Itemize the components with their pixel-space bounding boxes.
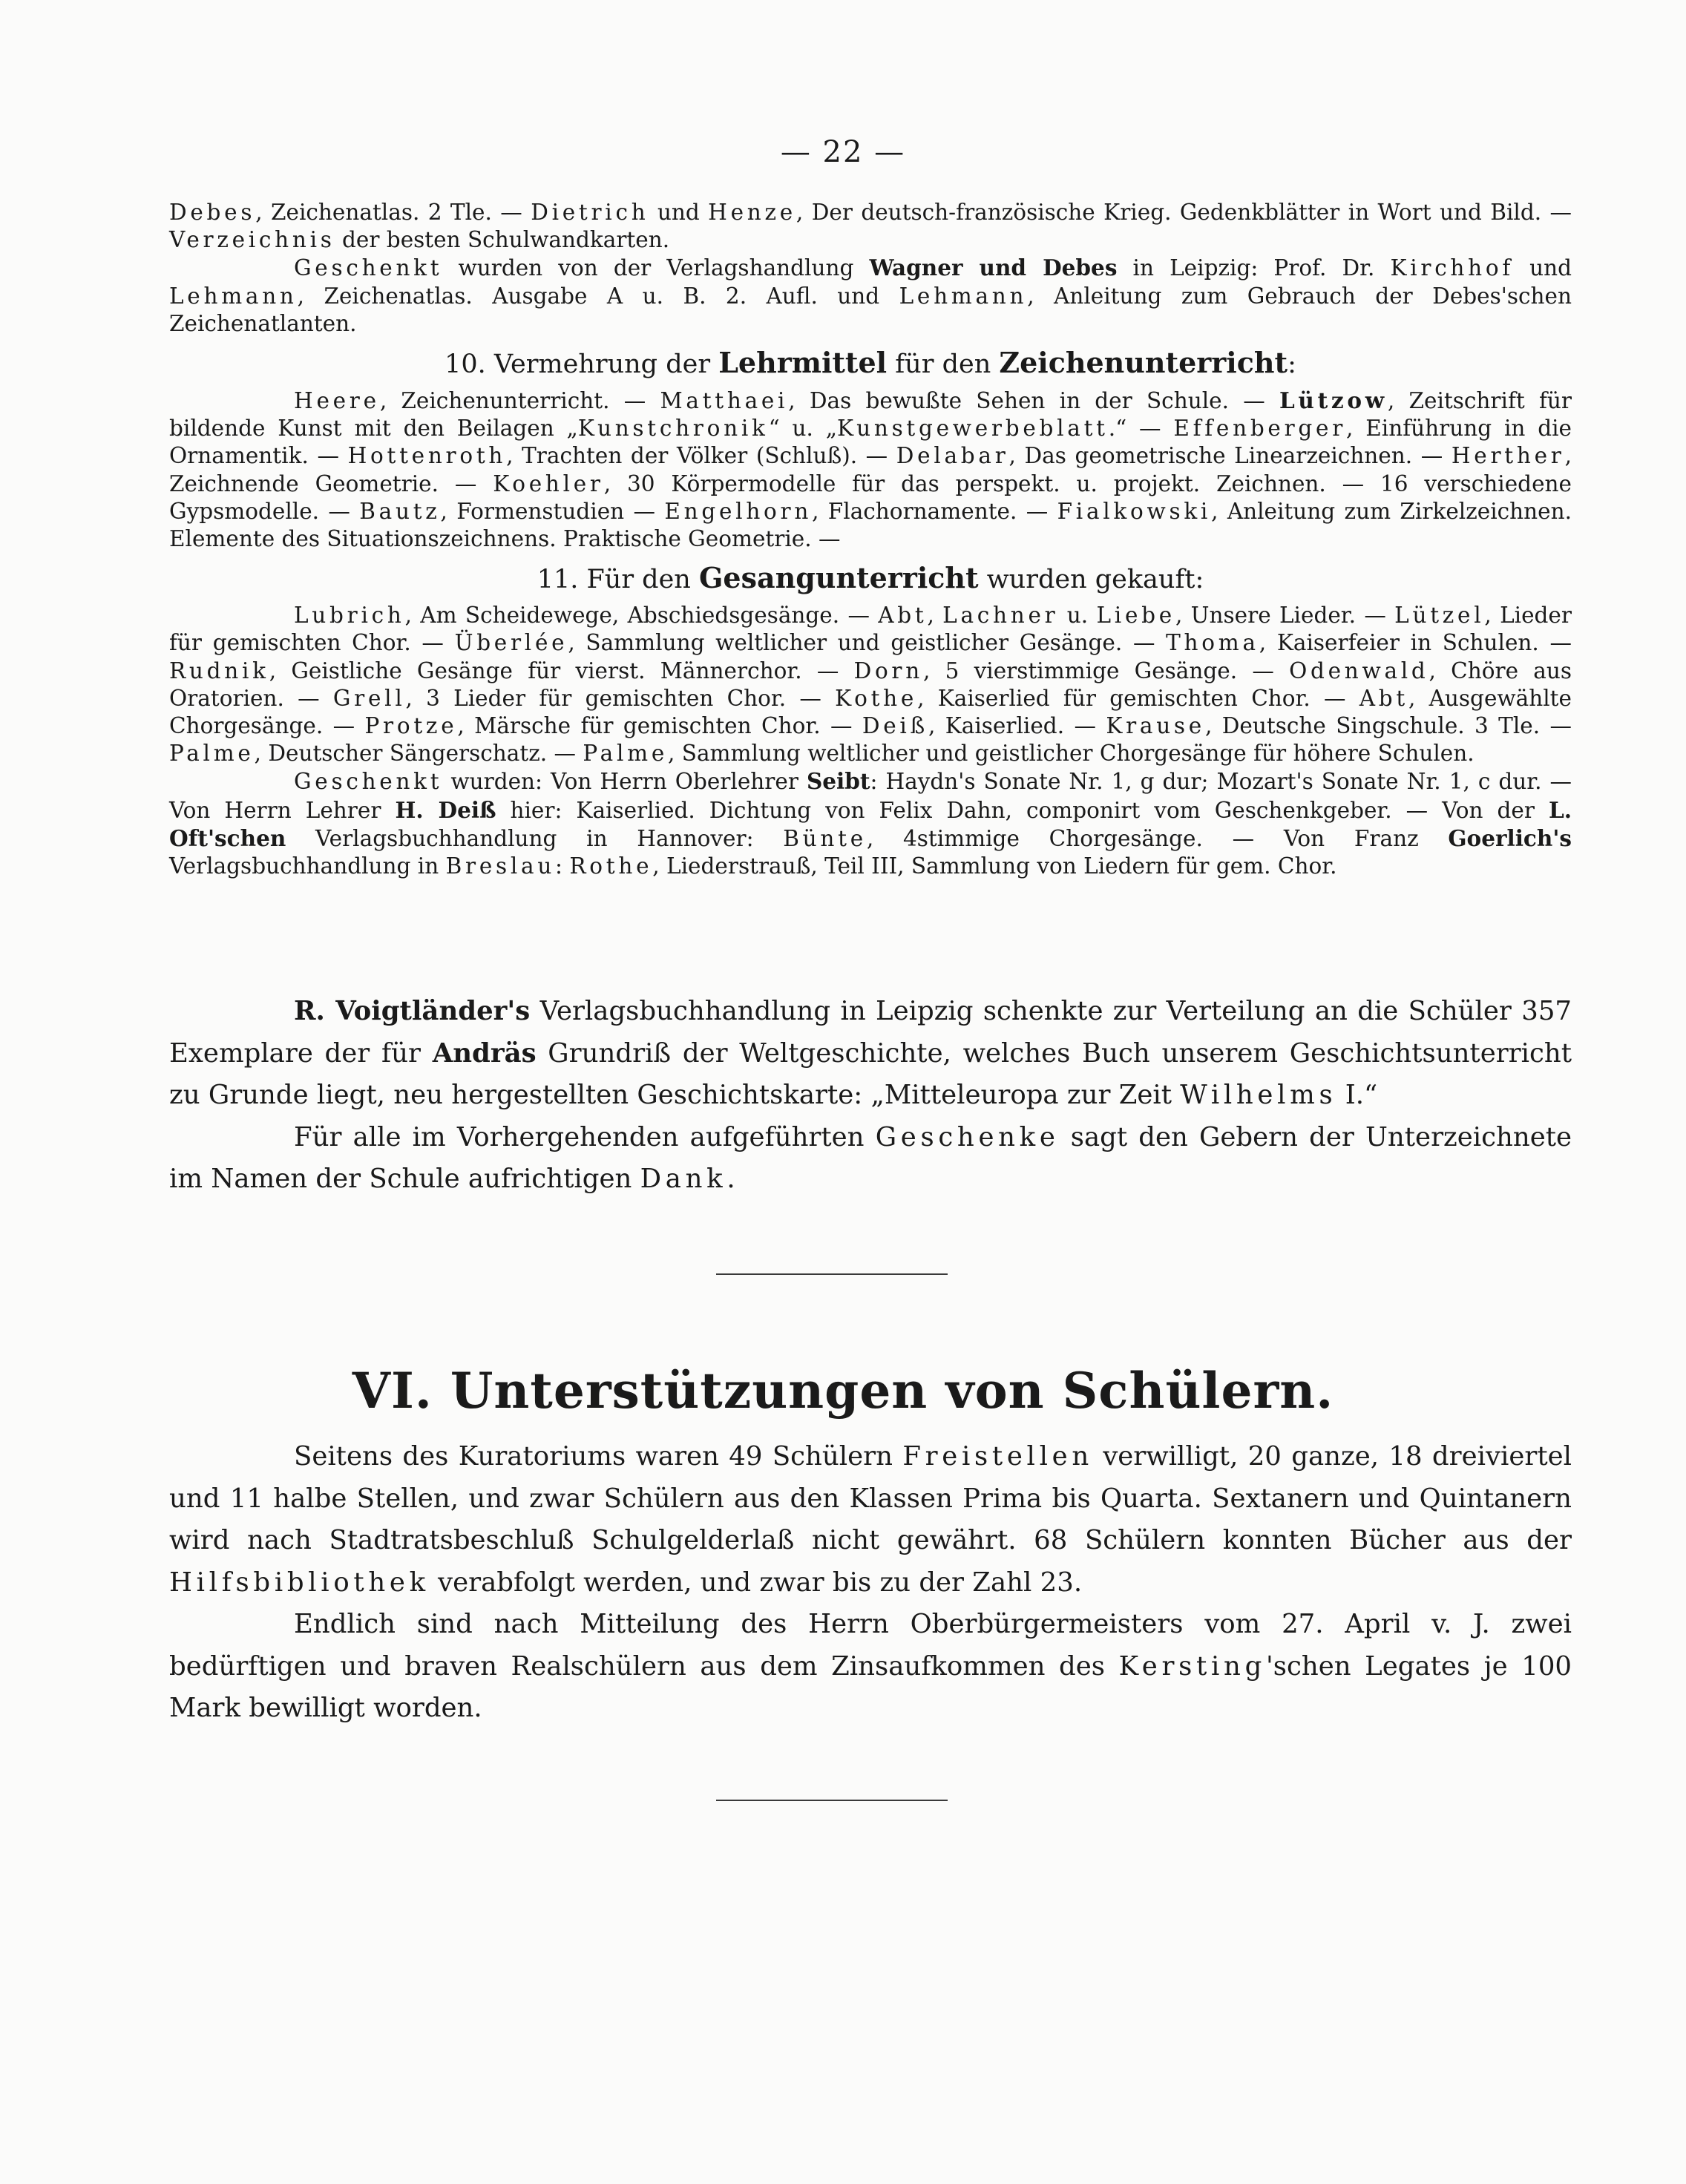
emphasis: Freistellen [902, 1441, 1093, 1472]
author-name: Kothe [835, 685, 918, 711]
text-run: wurden: Von Herrn Oberlehrer [442, 769, 807, 795]
title-emphasis: Kunstgewerbeblatt [837, 416, 1109, 442]
author-name: Rudnik [169, 658, 269, 683]
author-name: Kirchhof [1390, 255, 1514, 281]
place-name: Breslau [445, 853, 556, 879]
text-run: Verlagsbuchhandlung in [169, 853, 446, 879]
title-emphasis: Kunstchronik [577, 416, 769, 442]
author-name: Lehmann [169, 283, 298, 309]
publisher-name: R. Voigtländer's [294, 996, 531, 1026]
text-run: , Märsche für gemischten Chor. — [457, 713, 862, 739]
text-run: : [1288, 350, 1296, 380]
text-run: Verlagsbuchhandlung in Hannover: [286, 825, 784, 851]
author-name: Dietrich [531, 200, 649, 225]
text-run: und [1514, 255, 1572, 281]
author-name: Effenberger [1173, 416, 1347, 442]
text-run: u. [1058, 603, 1097, 629]
author-name: Deiß [862, 713, 928, 739]
text-run: , Kaiserlied für gemischten Chor. — [917, 685, 1359, 711]
text-run: , Kaiserfeier in Schulen. — [1259, 630, 1572, 656]
author-name: Rothe [569, 853, 653, 879]
author-name: Lachner [942, 603, 1059, 629]
author-name: Andräs [432, 1037, 537, 1069]
publisher-name: L. Oft'schen [169, 796, 1572, 851]
author-name: Herther [1451, 443, 1565, 469]
author-name: Überlée [454, 630, 568, 656]
author-name: Abt [878, 603, 928, 629]
text-run: , Zeichnende Geometrie. — [169, 443, 1572, 496]
text-run: verabfolgt werden, und zwar bis zu der Zahl 23. [429, 1567, 1083, 1598]
text-run: , Ausgewählte Chorgesänge. — [169, 685, 1572, 739]
text-run: Grundriß der Weltgeschichte, welches Buch unserem Geschichtsunterricht zu Grunde liegt, neu hergestellten Geschichtskarte: „Mitteleuropa zur Zeit [169, 1037, 1572, 1110]
text-run: wurden von der Verlagshandlung [442, 255, 870, 281]
subheading-10 [169, 347, 1572, 381]
author-name: Thoma [1166, 630, 1259, 656]
text-run: , Der deutsch-französische Krieg. Gedenkblätter in Wort und Bild. — [796, 200, 1572, 225]
author-name: Delabar [896, 443, 1009, 469]
emphasis: Geschenke [875, 1121, 1060, 1152]
text-run: , Deutsche Singschule. 3 Tle. — [1204, 713, 1572, 739]
author-name: Bautz [359, 498, 441, 524]
text-run: und [649, 200, 709, 225]
author-name: Debes [169, 200, 256, 225]
text-run: , Formenstudien — [440, 498, 665, 524]
emphasis: Kersting [1118, 1650, 1266, 1682]
page-number: — 22 — [780, 135, 906, 169]
author-name: Dorn [853, 658, 923, 683]
paragraph [169, 199, 1572, 254]
paragraph [169, 387, 1572, 553]
support-block [169, 1436, 1572, 1730]
heading-emphasis: Gesangunterricht [698, 561, 979, 595]
text-run: , Anleitung zum Gebrauch der Debes'schen Zeichenatlanten. [169, 283, 1572, 336]
author-name: Heere [294, 388, 380, 414]
section-title-text: Unterstützungen von Schülern. [450, 1362, 1334, 1420]
text-run: in Leipzig: Prof. Dr. [1117, 255, 1391, 281]
text-run: , [927, 603, 943, 629]
paragraph [169, 602, 1572, 767]
text-run: , Flachornamente. — [812, 498, 1057, 524]
donations-block [169, 991, 1572, 1201]
publisher-name: Wagner und Debes [869, 255, 1118, 281]
section-title [0, 1362, 1686, 1420]
text-run: , Das bewußte Sehen in der Schule. — [788, 388, 1279, 414]
paragraph [169, 991, 1572, 1117]
emphasis: Geschenkt [294, 255, 443, 281]
text-run: verwilligt, 20 ganze, 18 dreiviertel und 11 halbe Stellen, und zwar Schülern aus den Klassen Prima bis Quarta. Sextanern und Quintanern wird nach Stadtratsbeschluß Schulgelderlaß nicht gewährt. 68 Schülern konnten Bücher aus der [169, 1441, 1572, 1555]
author-name: Odenwald [1289, 658, 1429, 683]
author-name: Grell [332, 685, 406, 711]
paragraph [169, 1604, 1572, 1730]
text-run: 10. Vermehrung der [445, 350, 719, 380]
text-run: , Geistliche Gesänge für vierst. Männerchor. — [269, 658, 854, 683]
author-name: Krause [1106, 713, 1205, 739]
text-run: , 3 Lieder für gemischten Chor. — [405, 685, 836, 711]
text-run: , Das geometrische Linearzeichnen. — [1008, 443, 1452, 469]
text-run: , Kaiserlied. — [928, 713, 1106, 739]
title-emphasis: Verzeichnis [169, 227, 335, 253]
author-name: Lützel [1394, 603, 1485, 629]
paragraph [169, 1117, 1572, 1201]
subheading-11 [169, 562, 1572, 596]
text-run: Seitens des Kuratoriums waren 49 Schülern [294, 1441, 903, 1472]
emphasis: Dank [640, 1164, 727, 1194]
author-name: Palme [583, 741, 668, 767]
paragraph [169, 767, 1572, 880]
author-name: Liebe [1096, 603, 1175, 629]
text-run: , Deutscher Sängerschatz. — [254, 741, 583, 767]
author-name: Lehmann [899, 283, 1028, 309]
text-run: Endlich sind nach Mitteilung des Herrn Oberbürgermeisters vom 27. April v. J. zwei bedürftigen und braven Realschülern aus dem Zinsaufkommen des [169, 1609, 1572, 1682]
text-run: hier: Kaiserlied. Dichtung von Felix Dahn, componirt vom Geschenkgeber. — Von der [496, 797, 1549, 823]
text-run: , Zeitschrift für bildende Kunst mit den Beilagen „ [169, 388, 1572, 442]
author-name: Palme [169, 741, 255, 767]
author-name: Koehler [493, 470, 604, 496]
text-run: , Chöre aus Oratorien. — [169, 658, 1572, 711]
author-name: Engelhorn [664, 498, 813, 524]
text-run: sagt den Gebern der Unterzeichnete im Namen der Schule aufrichtigen [169, 1121, 1572, 1194]
text-run: für den [887, 350, 1000, 380]
author-name: Fialkowski [1057, 498, 1212, 524]
text-run: “ u. „ [768, 416, 838, 442]
emphasis: Hilfsbibliothek [169, 1567, 430, 1598]
section-number: VI. [352, 1362, 450, 1420]
author-name: Henze [708, 200, 796, 225]
text-run: 'schen Legates je 100 Mark bewilligt worden. [169, 1650, 1572, 1723]
text-run: , Unsere Lieder. — [1175, 603, 1395, 629]
author-name: Abt [1359, 685, 1408, 711]
text-run: , 4stimmige Chorgesänge. — Von Franz [866, 825, 1449, 851]
author-name: Lubrich [294, 603, 405, 629]
paragraph [169, 254, 1572, 338]
divider [716, 1273, 948, 1275]
author-name: Lützow [1279, 387, 1388, 414]
text-run: , Lieder für gemischten Chor. — [169, 603, 1572, 656]
text-run: , Liederstrauß, Teil III, Sammlung von Liedern für gem. Chor. [652, 853, 1337, 879]
text-run: .“ — [1108, 416, 1174, 442]
text-run: wurden gekauft: [978, 565, 1204, 595]
heading-emphasis: Zeichenunterricht [999, 346, 1288, 380]
author-name: Protze [364, 713, 458, 739]
donor-name: H. Deiß [395, 796, 496, 823]
text-run: , 30 Körpermodelle für das perspekt. u. projekt. Zeichnen. — 16 verschiedene Gypsmodelle. — [169, 470, 1572, 524]
text-run: : [555, 853, 570, 879]
text-run: , Anleitung zum Zirkelzeichnen. Elemente des Situationszeichnens. Praktische Geometrie. — [169, 498, 1572, 552]
text-run: Verlagsbuchhandlung in Leipzig schenkte zur Verteilung an die Schüler 357 Exemplare der für [169, 996, 1572, 1069]
text-run: . [726, 1164, 735, 1194]
text-run: , Einführung in die Ornamentik. — [169, 416, 1572, 469]
text-run: , Zeichenatlas. 2 Tle. — [255, 200, 531, 225]
text-run: 11. Für den [537, 565, 699, 595]
text-run: : Haydn's Sonate Nr. 1, g dur; Mozart's Sonate Nr. 1, c dur. — Von Herrn Lehrer [169, 769, 1572, 823]
heading-emphasis: Lehrmittel [718, 346, 888, 380]
divider [716, 1800, 948, 1801]
author-name: Bünte [783, 825, 867, 851]
text-run: , Zeichenatlas. Ausgabe A u. B. 2. Aufl. und [297, 283, 899, 309]
text-run: I.“ [1336, 1080, 1378, 1110]
text-run: , Zeichenunterricht. — [379, 388, 660, 414]
text-run: , 5 vierstimmige Gesänge. — [922, 658, 1290, 683]
author-name: Hottenroth [347, 443, 507, 469]
emphasis: Geschenkt [294, 769, 443, 795]
acquisitions-block [169, 199, 1572, 880]
paragraph [169, 1436, 1572, 1604]
text-run: , Am Scheidewege, Abschiedsgesänge. — [404, 603, 879, 629]
emphasis: Wilhelms [1180, 1080, 1337, 1110]
text-run: , Sammlung weltlicher und geistlicher Gesänge. — [568, 630, 1167, 656]
text-run: der besten Schulwandkarten. [335, 227, 670, 253]
text-run: Für alle im Vorhergehenden aufgeführten [294, 1121, 876, 1152]
text-run: , Trachten der Völker (Schluß). — [506, 443, 896, 469]
author-name: Matthaei [660, 388, 789, 414]
donor-name: Seibt [806, 768, 870, 795]
publisher-name: Goerlich's [1448, 824, 1572, 851]
text-run: , Sammlung weltlicher und geistlicher Chorgesänge für höhere Schulen. [668, 741, 1475, 767]
